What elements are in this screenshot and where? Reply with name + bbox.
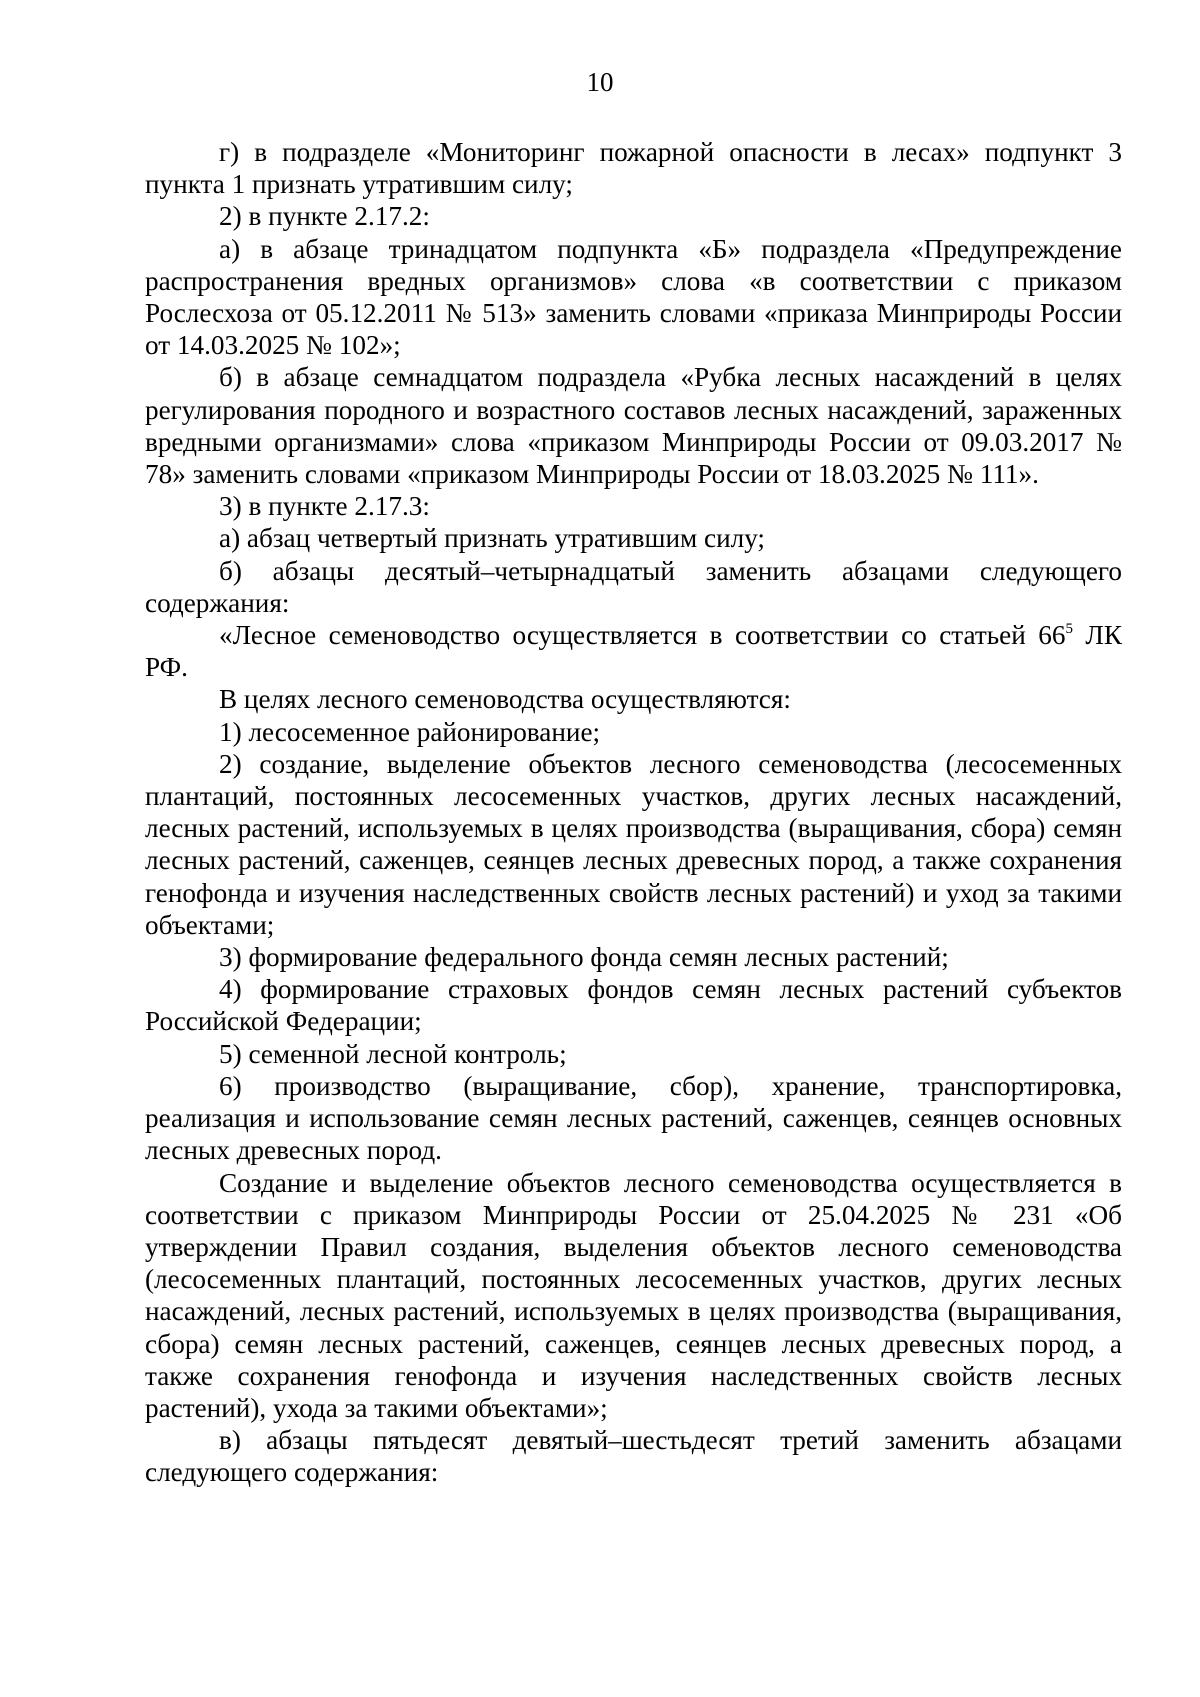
paragraph-seed-article xyxy=(145,619,1122,683)
list-item-4: 4) формирование страховых фондов семян лесных растений субъектов Российской Федерации; xyxy=(145,974,1122,1037)
article-superscript: 5 xyxy=(1065,621,1073,638)
list-item-1: 1) лесосеменное районирование; xyxy=(219,716,601,747)
seed-article-text: «Лесное семеноводство осуществляется в соответствии со статьей 66 xyxy=(219,620,1066,651)
seed-article-tail: ЛК РФ. xyxy=(145,620,1122,683)
paragraph-seed-goals: В целях лесного семеноводства осуществляются: xyxy=(219,684,791,715)
paragraph-item-v: в) абзацы пятьдесят девятый–шестьдесят третий заменить абзацами следующего содержания: xyxy=(145,1425,1122,1488)
paragraph-item-b-1: б) в абзаце семнадцатом подраздела «Рубка лесных насаждений в целях регулирования породного и возрастного составов лесных насаждений, зараженных вредными организмами» слова «приказом Минприроды России от 09.03.2017 № 78» заменить словами «приказом Минприроды России от 18.03.2025 № 111». xyxy=(145,362,1122,490)
paragraph-item-b-2: б) абзацы десятый–четырнадцатый заменить абзацами следующего содержания: xyxy=(145,555,1122,618)
paragraph-point-2-17-2: 2) в пункте 2.17.2: xyxy=(219,201,430,232)
list-item-2: 2) создание, выделение объектов лесного семеноводства (лесосеменных плантаций, постоянных лесосеменных участков, других лесных насаждений, лесных растений, используемых в целях производства (выращивания, сбора) семян лесных растений, саженцев, сеянцев лесных древесных пород, а также сохранения генофонда и изучения наследственных свойств лесных растений) и уход за такими объектами; xyxy=(145,748,1122,940)
paragraph-point-2-17-3: 3) в пункте 2.17.3: xyxy=(219,491,430,522)
list-item-5: 5) семенной лесной контроль; xyxy=(219,1038,567,1069)
list-item-6: 6) производство (выращивание, сбор), хранение, транспортировка, реализация и использование семян лесных растений, саженцев, сеянцев основных лесных древесных пород. xyxy=(145,1070,1122,1166)
paragraph-item-g: г) в подразделе «Мониторинг пожарной опасности в лесах» подпункт 3 пункта 1 признать утратившим силу; xyxy=(145,137,1122,200)
paragraph-creation-objects: Создание и выделение объектов лесного семеноводства осуществляется в соответствии с приказом Минприроды России от 25.04.2025 № 231 «Об утверждении Правил создания, выделения объектов лесного семеноводства (лесосеменных плантаций, постоянных лесосеменных участков, других лесных насаждений, лесных растений, используемых в целях производства (выращивания, сбора) семян лесных растений, саженцев, сеянцев лесных древесных пород, а также сохранения генофонда и изучения наследственных свойств лесных растений), ухода за такими объектами»; xyxy=(145,1167,1122,1423)
list-item-3: 3) формирование федерального фонда семян лесных растений; xyxy=(219,942,949,973)
page-number: 10 xyxy=(586,67,614,97)
paragraph-item-a-2: а) абзац четвертый признать утратившим силу; xyxy=(219,523,765,554)
document-body xyxy=(145,136,1122,1489)
paragraph-item-a-1: а) в абзаце тринадцатом подпункта «Б» подраздела «Предупреждение распространения вредных организмов» слова «в соответствии с приказом Рослесхоза от 05.12.2011 № 513» заменить словами «приказа Минприроды России от 14.03.2025 № 102»; xyxy=(145,233,1122,361)
